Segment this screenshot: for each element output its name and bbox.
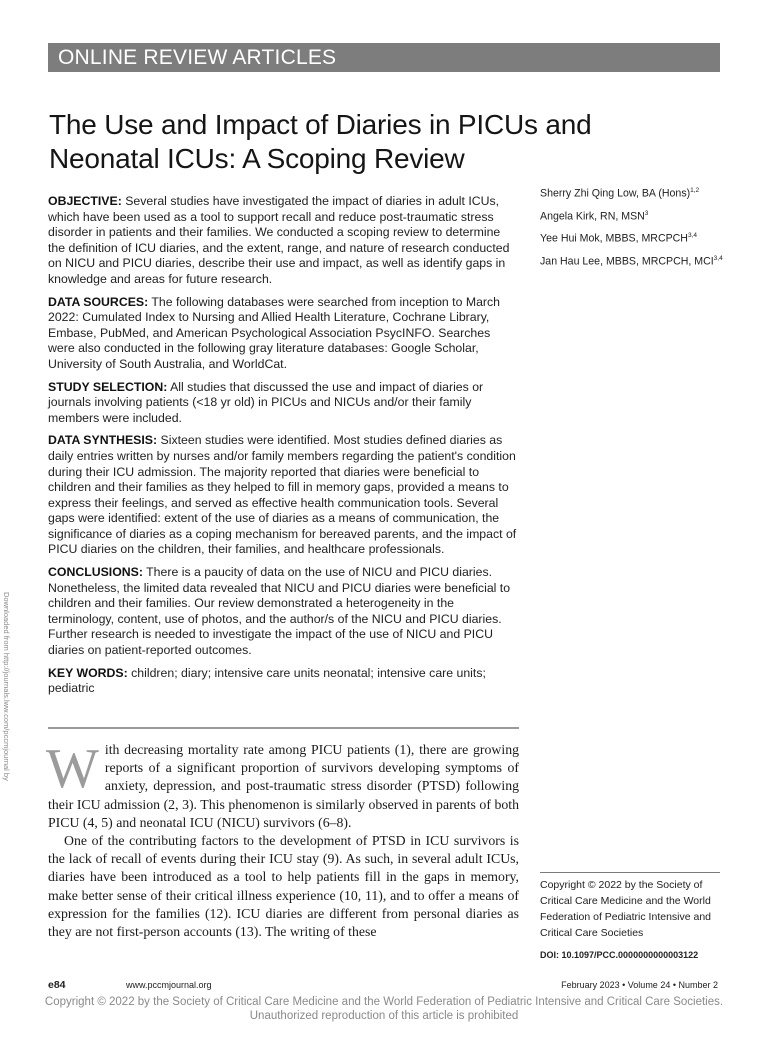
legal-line-1: Copyright © 2022 by the Society of Critical Care Medicine and the World Federation of Pediatric Intensive and Critical Care Societies.	[44, 996, 724, 1008]
author-entry	[540, 184, 730, 201]
page-footer	[48, 978, 720, 992]
abstract-label: OBJECTIVE:	[48, 194, 122, 208]
author-list	[540, 184, 730, 274]
abstract-text: All studies that discussed the use and impact of diaries or journals involving patients (<18 yr old) in PICUs and NICUs and/or their family members were included.	[48, 379, 484, 425]
page-number: e84	[48, 979, 66, 991]
abstract-study-selection	[48, 380, 518, 427]
abstract-label: STUDY SELECTION:	[48, 379, 168, 394]
author-name: Sherry Zhi Qing Low, BA (Hons)	[540, 187, 691, 200]
body-paragraph-text: ith decreasing mortality rate among PICU patients (1), there are growing reports of a significant proportion of survivors developing symptoms of anxiety, depression, and post-traumatic stress disorder (PTSD) following their ICU admission (2, 3). This phenomenon is similarly observed in parents of both PICU (4, 5) and neonatal ICU (NICU) survivors (6–8).	[48, 742, 519, 830]
doi-line	[540, 947, 720, 963]
abstract-text: Sixteen studies were identified. Most studies defined diaries as daily entries written by nurses and/or family members regarding the patient's condition during their ICU admission. The majority reported that diaries were beneficial to children and their families as they helped to fill in memory gaps, provided a means to express their feelings, and served as effective health communication tools. Several gaps were identified: extent of the use of diaries as a means of communication, the significance of diaries as a coping mechanism for bereaved parents, and the impact of PICU diaries on the children, their families, and healthcare professionals.	[48, 433, 517, 557]
journal-url[interactable]: www.pccmjournal.org	[126, 980, 212, 990]
section-banner: ONLINE REVIEW ARTICLES	[48, 43, 720, 72]
doi-value[interactable]: 10.1097/PCC.0000000000003122	[561, 950, 699, 960]
abstract-text: There is a paucity of data on the use of NICU and PICU diaries. Nonetheless, the limited data revealed that NICU and PICU diaries were beneficial to children and their families. Our review demonstrated a heterogeneity in the terminology, content, use of photos, and the author/s of the NICU and PICU diaries. Further research is needed to investigate the impact of the use of NICU and PICU diaries on patient-reported outcomes.	[48, 565, 511, 658]
abstract-conclusions	[48, 565, 518, 659]
body-paragraph: One of the contributing factors to the development of PTSD in ICU survivors is the lack of recall of events during their ICU stay (9). As such, in several adult ICUs, diaries have been introduced as a tool to help patients fill in the gaps in memory, make better sense of their critical illness experience (10, 11), and to offer a means of expression for the families (12). ICU diaries are different from personal diaries as they are not first-person accounts (13). The writing of these	[48, 833, 519, 940]
abstract-data-synthesis	[48, 433, 518, 558]
abstract-label: KEY WORDS:	[48, 665, 128, 680]
copyright-text: Copyright © 2022 by the Society of Critical Care Medicine and the World Federation of Pediatric Intensive and Critical Care Societies	[540, 879, 712, 939]
body-paragraph	[46, 738, 519, 832]
abstract-key-words	[48, 666, 518, 697]
article-body	[46, 738, 519, 941]
author-affiliation: 3,4	[713, 254, 723, 262]
abstract-objective	[48, 194, 518, 288]
abstract-label: CONCLUSIONS:	[48, 565, 143, 580]
abstract	[48, 194, 518, 704]
author-name: Angela Kirk, RN, MSN	[540, 210, 645, 223]
copyright-box	[540, 872, 720, 963]
abstract-label: DATA SYNTHESIS:	[48, 433, 158, 448]
abstract-label: DATA SOURCES:	[48, 294, 149, 309]
issue-info: February 2023 • Volume 24 • Number 2	[561, 980, 718, 990]
author-affiliation: 3,4	[687, 232, 698, 240]
article-title: The Use and Impact of Diaries in PICUs and Neonatal ICUs: A Scoping Review	[49, 109, 592, 174]
section-divider	[48, 727, 519, 729]
author-entry	[540, 207, 730, 224]
doi-label: DOI:	[540, 950, 559, 960]
abstract-text: Several studies have investigated the impact of diaries in adult ICUs, which have been used as a tool to support recall and reduce post-traumatic stress disorder in patients and their families. We conducted a scoping review to determine the definition of ICU diaries, and the extent, range, and nature of research conducted on NICU and PICU diaries, describe their use and impact, as well as identify gaps in knowledge and areas for future research.	[48, 194, 510, 286]
author-name: Jan Hau Lee, MBBS, MRCPCH, MCI	[540, 255, 714, 268]
author-affiliation: 1,2	[690, 187, 700, 194]
abstract-text: The following databases were searched from inception to March 2022: Cumulated Index to Nursing and Allied Health Literature, Cochrane Library, Embase, PubMed, and American Psychological Association PsycINFO. Searches were also conducted in the following gray literature databases: Google Scholar, University of South Australia, and WorldCat.	[48, 294, 501, 371]
author-entry	[540, 229, 730, 246]
drop-cap: W	[46, 738, 99, 800]
author-entry	[540, 252, 730, 269]
legal-notice	[0, 995, 768, 1023]
abstract-data-sources	[48, 295, 518, 373]
legal-line-2: Unauthorized reproduction of this article is prohibited	[249, 1010, 519, 1022]
download-note: Downloaded from http://journals.lww.com/pccmjournal by	[2, 592, 11, 781]
abstract-text: children; diary; intensive care units neonatal; intensive care units; pediatric	[48, 665, 486, 696]
author-affiliation: 3	[644, 209, 649, 217]
author-name: Yee Hui Mok, MBBS, MRCPCH	[540, 232, 688, 245]
